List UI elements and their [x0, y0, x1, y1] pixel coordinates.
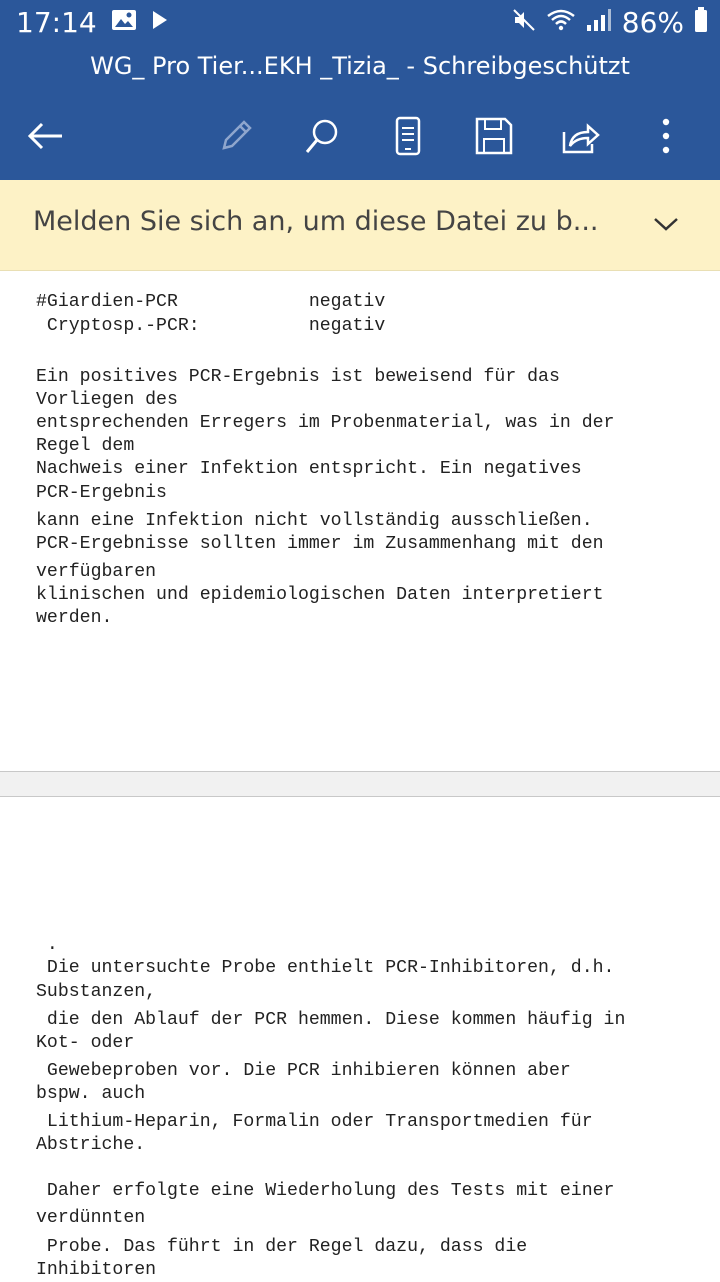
more-options-icon[interactable] — [640, 110, 692, 162]
search-icon[interactable] — [296, 110, 348, 162]
save-icon[interactable] — [468, 110, 520, 162]
text-line: Die untersuchte Probe enthielt PCR-Inhibitoren, d.h. — [36, 958, 615, 978]
text-line: Regel dem — [36, 436, 135, 456]
document-page-2 — [0, 797, 720, 1280]
text-line: Substanzen, — [36, 982, 157, 1002]
text-line: Probe. Das führt in der Regel dazu, dass die — [36, 1237, 528, 1257]
text-line: . — [36, 935, 58, 955]
text-line: Ein positives PCR-Ergebnis ist beweisend für das — [36, 367, 560, 387]
mute-icon — [512, 8, 536, 37]
back-arrow-icon[interactable] — [20, 110, 72, 162]
image-icon — [111, 9, 137, 36]
text-line: Lithium-Heparin, Formalin oder Transportmedien für — [36, 1112, 593, 1132]
text-line: verdünnten — [36, 1208, 146, 1228]
text-line: Inhibitoren — [36, 1260, 157, 1280]
share-icon[interactable] — [554, 110, 606, 162]
chevron-down-icon[interactable] — [648, 206, 684, 242]
status-bar — [0, 0, 720, 48]
toolbar — [0, 100, 720, 170]
text-line: Kot- oder — [36, 1033, 135, 1053]
mobile-view-icon[interactable] — [382, 110, 434, 162]
page-break — [0, 771, 720, 797]
document-view[interactable] — [0, 271, 720, 1280]
battery-icon — [694, 7, 708, 38]
battery-percent: 86% — [621, 6, 684, 39]
text-line: Cryptosp.-PCR: negativ — [36, 316, 386, 336]
signin-banner[interactable] — [0, 180, 720, 271]
pencil-icon[interactable] — [210, 110, 262, 162]
document-title: WG_ Pro Tier...EKH _Tizia_ - Schreibgeschützt — [90, 52, 630, 80]
signal-icon — [586, 8, 612, 37]
text-line: Nachweis einer Infektion entspricht. Ein negatives — [36, 459, 582, 479]
text-line: werden. — [36, 608, 113, 628]
document-page-1 — [0, 271, 720, 771]
text-line: PCR-Ergebnis — [36, 483, 167, 503]
text-line: die den Ablauf der PCR hemmen. Diese kommen häufig in — [36, 1010, 626, 1030]
text-line: PCR-Ergebnisse sollten immer im Zusammenhang mit den — [36, 534, 604, 554]
text-line: Gewebeproben vor. Die PCR inhibieren können aber — [36, 1061, 571, 1081]
text-line: verfügbaren — [36, 562, 157, 582]
app-header — [0, 0, 720, 180]
text-line: Daher erfolgte eine Wiederholung des Tests mit einer — [36, 1181, 615, 1201]
text-line: bspw. auch — [36, 1084, 146, 1104]
text-line: Abstriche. — [36, 1135, 146, 1155]
text-line: Vorliegen des — [36, 390, 178, 410]
text-line: klinischen und epidemiologischen Daten interpretiert — [36, 585, 604, 605]
text-line: #Giardien-PCR negativ — [36, 292, 386, 312]
text-line: kann eine Infektion nicht vollständig ausschließen. — [36, 511, 593, 531]
signin-banner-text: Melden Sie sich an, um diese Datei zu b... — [33, 206, 599, 237]
play-icon — [151, 9, 169, 36]
wifi-icon — [546, 8, 576, 37]
status-time: 17:14 — [16, 6, 97, 39]
text-line: entsprechenden Erregers im Probenmaterial, was in der — [36, 413, 615, 433]
